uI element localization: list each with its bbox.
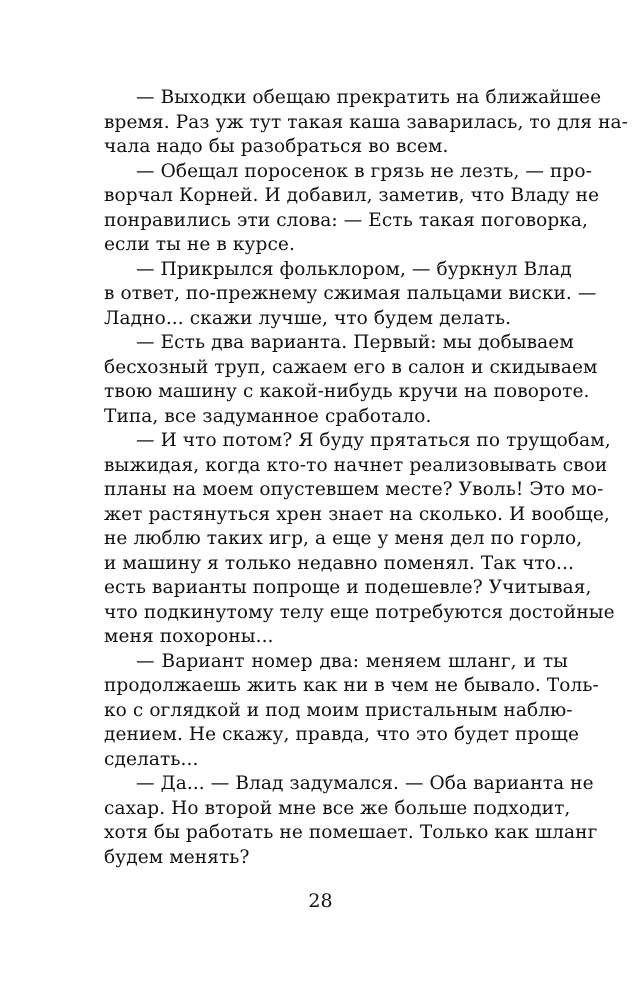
text-line: выжидая, когда кто-то начнет реализовывать свои xyxy=(104,454,608,476)
text-line: продолжаешь жить как ни в чем не бывало. Толь- xyxy=(104,675,599,696)
text-line: сделать... xyxy=(104,748,199,770)
text-line: сахар. Но второй мне все же больше подходит, xyxy=(104,797,571,819)
text-line: твою машину с какой-нибудь кручи на повороте. xyxy=(104,381,590,402)
text-line: что подкинутому телу еще потребуются достойные xyxy=(104,601,615,623)
page-number: 28 xyxy=(308,890,333,912)
text-line: — Выходки обещаю прекратить на ближайшее xyxy=(136,87,602,108)
text-line: в ответ, по-прежнему сжимая пальцами виски. — xyxy=(104,283,597,304)
text-line: понравились эти слова: — Есть такая поговорка, xyxy=(104,209,589,231)
text-line: хотя бы работать не помешает. Только как шланг xyxy=(104,822,598,843)
text-line: Типа, все задуманное сработало. xyxy=(104,405,432,427)
text-line: Ладно... скажи лучше, что будем делать. xyxy=(104,307,512,329)
text-line: если ты не в курсе. xyxy=(104,234,295,255)
text-line: ко с оглядкой и под моим пристальным наблю- xyxy=(104,699,573,721)
text-line: есть варианты попроще и подешевле? Учитывая, xyxy=(104,577,592,598)
body-text xyxy=(104,86,628,870)
text-line: не люблю таких игр, а еще у меня дел по горло, xyxy=(104,528,583,549)
text-line: ворчал Корней. И добавил, заметив, что Владу не xyxy=(104,185,600,206)
text-line: — Вариант номер два: меняем шланг, и ты xyxy=(136,650,568,672)
text-line: дением. Не скажу, правда, что это будет проще xyxy=(104,724,580,745)
text-line: будем менять? xyxy=(104,846,250,868)
text-line: — Прикрылся фольклором, — буркнул Влад xyxy=(136,258,572,280)
text-line: — Да... — Влад задумался. — Оба варианта не xyxy=(136,773,594,794)
text-line: чала надо бы разобраться во всем. xyxy=(104,136,449,157)
text-line: меня похороны... xyxy=(104,626,274,647)
text-line: время. Раз уж тут такая каша заварилась, то для на- xyxy=(104,111,628,133)
text-line: — И что потом? Я буду прятаться по трущобам, xyxy=(136,430,611,451)
text-line: планы на моем опустевшем месте? Уволь! Это мо- xyxy=(104,479,604,500)
text-line: — Есть два варианта. Первый: мы добываем xyxy=(136,332,574,353)
text-line: — Обещал поросенок в грязь не лезть, — про- xyxy=(136,160,592,182)
text-line: бесхозный труп, сажаем его в салон и скидываем xyxy=(104,356,598,378)
text-line: жет растянуться хрен знает на сколько. И вообще, xyxy=(104,503,610,525)
text-line: и машину я только недавно поменял. Так что... xyxy=(104,552,574,574)
